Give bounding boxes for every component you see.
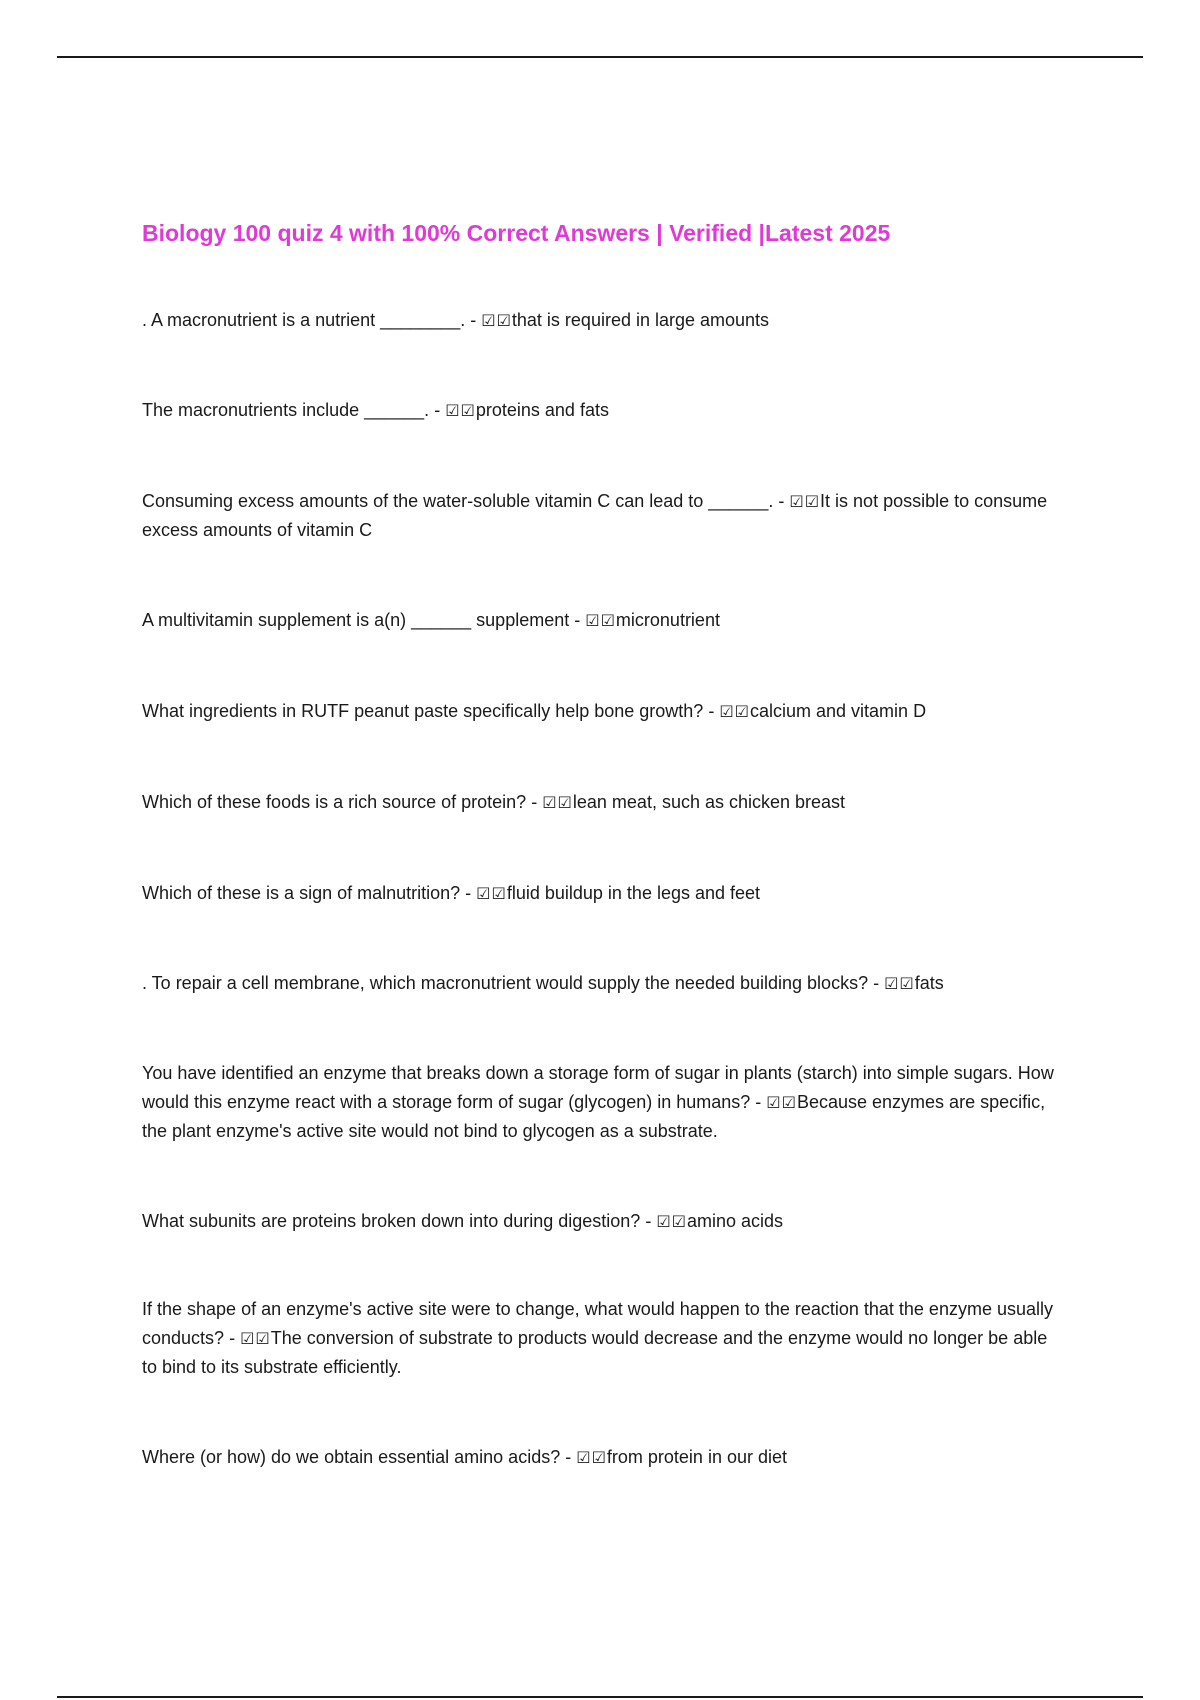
question-text: A multivitamin supplement is a(n) ______ supplement bbox=[142, 610, 570, 630]
qa-item bbox=[142, 396, 1062, 425]
double-checkbox-icon: ☑☑ bbox=[542, 793, 573, 812]
qa-item bbox=[142, 697, 1062, 726]
qa-item bbox=[142, 306, 1062, 335]
question-text: If the shape of an enzyme's active site were to change, what would happen to the reaction that the enzyme usually conducts? bbox=[142, 1299, 1053, 1348]
double-checkbox-icon: ☑☑ bbox=[481, 311, 512, 330]
double-checkbox-icon: ☑☑ bbox=[884, 974, 915, 993]
question-text: You have identified an enzyme that breaks down a storage form of sugar in plants (starch) into simple sugars. How would this enzyme react with a storage form of sugar (glycogen) in humans? bbox=[142, 1063, 1054, 1112]
double-checkbox-icon: ☑☑ bbox=[585, 611, 616, 630]
qa-separator: - bbox=[773, 491, 790, 511]
answer-text: calcium and vitamin D bbox=[750, 701, 927, 721]
qa-list bbox=[142, 306, 1062, 1472]
double-checkbox-icon: ☑☑ bbox=[719, 702, 750, 721]
answer-text: that is required in large amounts bbox=[511, 310, 770, 330]
qa-separator: - bbox=[460, 883, 477, 903]
question-text: What ingredients in RUTF peanut paste specifically help bone growth? bbox=[142, 701, 704, 721]
document-title: Biology 100 quiz 4 with 100% Correct Answers | Verified |Latest 2025 bbox=[142, 220, 891, 246]
qa-separator: - bbox=[224, 1328, 241, 1348]
double-checkbox-icon: ☑☑ bbox=[789, 492, 821, 511]
qa-separator: - bbox=[526, 792, 543, 812]
answer-text: Because enzymes are specific, the plant enzyme's active site would not bind to glycogen as a substrate. bbox=[142, 1092, 1046, 1141]
qa-item bbox=[142, 879, 1062, 908]
answer-text: lean meat, such as chicken breast bbox=[572, 792, 846, 812]
double-checkbox-icon: ☑☑ bbox=[240, 1329, 271, 1348]
question-text: . To repair a cell membrane, which macronutrient would supply the needed building blocks? bbox=[142, 973, 869, 993]
answer-text: proteins and fats bbox=[475, 400, 609, 420]
question-text: What subunits are proteins broken down into during digestion? bbox=[142, 1211, 641, 1231]
qa-item bbox=[142, 1443, 1062, 1472]
qa-separator: - bbox=[429, 400, 446, 420]
qa-separator: - bbox=[703, 701, 720, 721]
qa-separator: - bbox=[640, 1211, 657, 1231]
double-checkbox-icon: ☑☑ bbox=[766, 1093, 797, 1112]
qa-separator: - bbox=[465, 310, 482, 330]
answer-text: fats bbox=[914, 973, 944, 993]
qa-item bbox=[142, 788, 1062, 817]
qa-item bbox=[142, 606, 1062, 635]
answer-text: micronutrient bbox=[615, 610, 720, 630]
question-text: Consuming excess amounts of the water-soluble vitamin C can lead to ______. bbox=[142, 491, 774, 511]
question-text: Which of these foods is a rich source of protein? bbox=[142, 792, 527, 812]
qa-item bbox=[142, 969, 1062, 998]
qa-item bbox=[142, 1295, 1062, 1382]
qa-item bbox=[142, 1207, 1062, 1236]
qa-separator: - bbox=[868, 973, 885, 993]
question-text: Which of these is a sign of malnutrition? bbox=[142, 883, 461, 903]
double-checkbox-icon: ☑☑ bbox=[656, 1212, 687, 1231]
double-checkbox-icon: ☑☑ bbox=[445, 401, 476, 420]
question-text: Where (or how) do we obtain essential amino acids? bbox=[142, 1447, 561, 1467]
qa-separator: - bbox=[750, 1092, 767, 1112]
answer-text: from protein in our diet bbox=[606, 1447, 787, 1467]
qa-item bbox=[142, 1059, 1062, 1146]
question-text: The macronutrients include ______. bbox=[142, 400, 430, 420]
answer-text: fluid buildup in the legs and feet bbox=[506, 883, 761, 903]
qa-separator: - bbox=[569, 610, 586, 630]
question-text: . A macronutrient is a nutrient ________. bbox=[142, 310, 466, 330]
answer-text: amino acids bbox=[687, 1211, 784, 1231]
document-body bbox=[142, 214, 1062, 1472]
qa-separator: - bbox=[560, 1447, 577, 1467]
qa-item bbox=[142, 487, 1062, 545]
header-rule bbox=[57, 56, 1143, 58]
footer-rule bbox=[57, 1696, 1143, 1698]
answer-text: It is not possible to consume excess amounts of vitamin C bbox=[142, 491, 1048, 540]
double-checkbox-icon: ☑☑ bbox=[576, 1448, 607, 1467]
double-checkbox-icon: ☑☑ bbox=[476, 884, 507, 903]
answer-text: The conversion of substrate to products would decrease and the enzyme would no longer be able to bind to its substrate efficiently. bbox=[142, 1328, 1048, 1377]
